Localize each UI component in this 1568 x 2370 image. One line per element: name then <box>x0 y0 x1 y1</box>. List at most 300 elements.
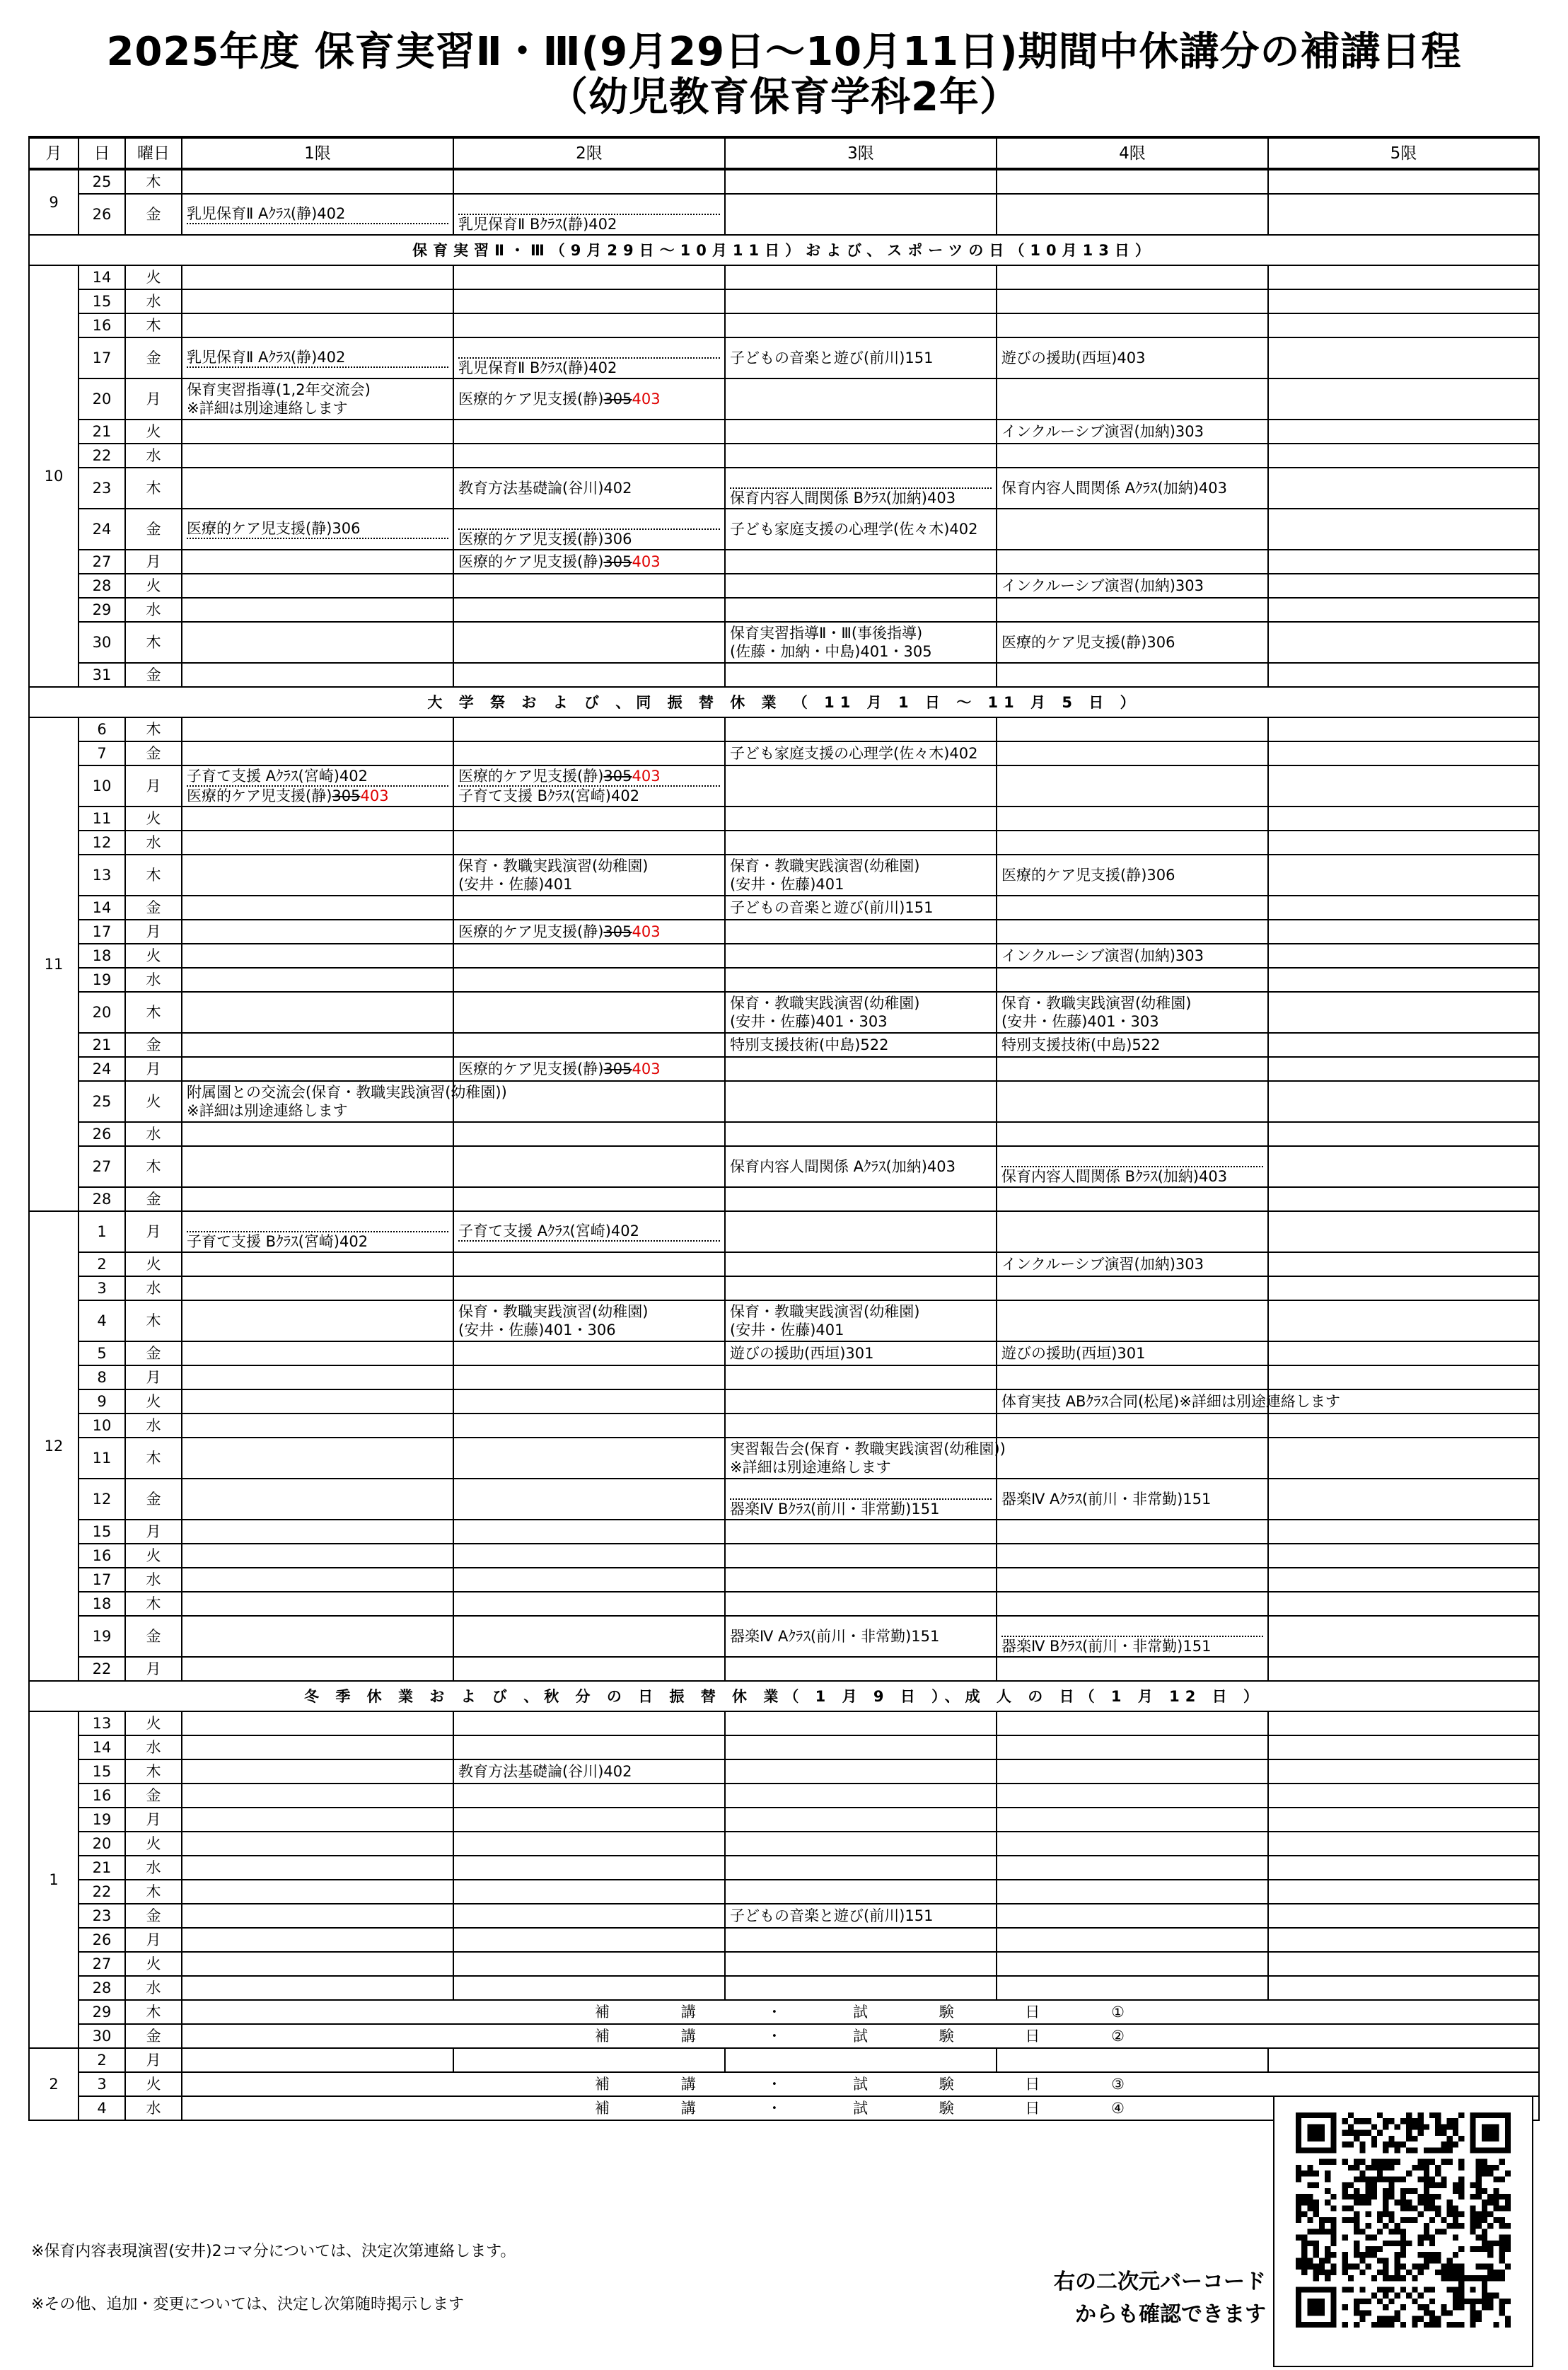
period-cell <box>1268 444 1539 468</box>
period-cell <box>182 1438 453 1479</box>
qr-module <box>1325 2159 1330 2165</box>
room-part: 医療的ケア児支援(静) <box>187 787 332 804</box>
qr-module <box>1400 2275 1406 2281</box>
schedule-row <box>29 1544 1539 1568</box>
qr-module <box>1418 2194 1424 2200</box>
weekday-cell: 木 <box>125 1438 182 1479</box>
class-entry: 遊びの援助(西垣)301 <box>1001 1345 1146 1362</box>
class-entry: 保育内容人間関係 Bｸﾗｽ(加納)403 <box>730 490 956 507</box>
qr-module <box>1371 2293 1377 2299</box>
qr-module <box>1424 2200 1429 2205</box>
qr-module <box>1441 2124 1446 2129</box>
period-cell <box>725 337 997 378</box>
period-cell <box>182 1057 453 1081</box>
qr-module <box>1400 2241 1406 2246</box>
period-cell <box>1268 468 1539 509</box>
period-cell <box>997 1976 1268 2000</box>
qr-module <box>1348 2275 1354 2281</box>
qr-module <box>1359 2287 1365 2292</box>
period-cell <box>725 169 997 194</box>
qr-module <box>1342 2304 1348 2310</box>
qr-module <box>1493 2188 1499 2194</box>
period-cell <box>453 944 725 968</box>
qr-module <box>1383 2258 1388 2263</box>
period-cell <box>453 1389 725 1414</box>
qr-module <box>1482 2241 1487 2246</box>
qr-module <box>1377 2165 1383 2170</box>
qr-module <box>1406 2200 1412 2205</box>
qr-module <box>1371 2124 1377 2129</box>
qr-module <box>1313 2264 1319 2270</box>
holiday-band: 冬 季 休 業 お よ び 、秋 分 の 日 振 替 休 業（ 1 月 9 日 ）、成 人 の 日（ 1 月 12 日 ） <box>29 1681 1539 1711</box>
period-cell <box>453 1276 725 1300</box>
period-cell <box>453 194 725 235</box>
period-cell <box>453 598 725 622</box>
qr-module <box>1383 2194 1388 2200</box>
period-cell <box>997 1187 1268 1211</box>
period-cell <box>1268 831 1539 855</box>
period-cell <box>725 765 997 807</box>
period-cell <box>453 1880 725 1904</box>
period-cell <box>1268 1657 1539 1681</box>
schedule-row <box>29 1657 1539 1681</box>
class-entry: 子どもの音楽と遊び(前川)151 <box>730 349 934 366</box>
qr-module <box>1354 2200 1359 2205</box>
qr-module <box>1482 2200 1487 2205</box>
period-cell <box>997 1616 1268 1657</box>
period-cell <box>725 1057 997 1081</box>
weekday-cell: 月 <box>125 1520 182 1544</box>
day-cell: 20 <box>79 378 125 420</box>
qr-module <box>1359 2194 1365 2200</box>
qr-module <box>1412 2299 1417 2304</box>
qr-module <box>1400 2141 1406 2147</box>
qr-module <box>1435 2112 1441 2118</box>
qr-module <box>1307 2258 1313 2263</box>
day-cell: 27 <box>79 550 125 574</box>
period-cell <box>453 1711 725 1735</box>
qr-module <box>1482 2165 1487 2170</box>
qr-module <box>1429 2235 1435 2241</box>
qr-module <box>1458 2223 1464 2229</box>
qr-module <box>1354 2229 1359 2234</box>
schedule-row <box>29 1341 1539 1365</box>
weekday-cell: 月 <box>125 1365 182 1389</box>
qr-module <box>1424 2176 1429 2182</box>
qr-module <box>1418 2264 1424 2270</box>
period-cell <box>1268 1784 1539 1808</box>
class-entry: 保育・教職実践演習(幼稚園) <box>458 1303 649 1320</box>
class-entry: 器楽Ⅳ Aｸﾗｽ(前川・非常勤)151 <box>1001 1491 1212 1508</box>
period-cell <box>997 1438 1268 1479</box>
day-cell: 5 <box>79 1341 125 1365</box>
qr-module <box>1458 2165 1464 2170</box>
period-cell <box>1268 1122 1539 1146</box>
qr-module <box>1453 2183 1458 2188</box>
period-cell <box>1268 992 1539 1033</box>
qr-module <box>1470 2246 1475 2252</box>
period-cell <box>182 1033 453 1057</box>
weekday-cell: 金 <box>125 2024 182 2048</box>
divider <box>1001 1617 1263 1637</box>
exam-day-cell: 補 講 ・ 試 験 日 ③ <box>182 2072 1539 2096</box>
qr-module <box>1366 2188 1371 2194</box>
weekday-cell: 月 <box>125 1211 182 1252</box>
class-entry: 乳児保育Ⅱ Aｸﾗｽ(静)402 <box>187 348 448 368</box>
schedule-row <box>29 337 1539 378</box>
qr-module <box>1453 2118 1458 2124</box>
qr-module <box>1453 2304 1458 2310</box>
period-cell <box>1268 1033 1539 1057</box>
period-cell <box>453 420 725 444</box>
weekday-cell: 火 <box>125 420 182 444</box>
qr-module <box>1330 2264 1336 2270</box>
qr-module <box>1359 2258 1365 2263</box>
qr-module <box>1301 2270 1307 2275</box>
period-cell <box>453 663 725 687</box>
period-cell <box>725 1365 997 1389</box>
qr-module <box>1470 2217 1475 2223</box>
period-cell <box>182 1952 453 1976</box>
period-cell <box>182 622 453 663</box>
period-cell <box>1268 920 1539 944</box>
qr-module <box>1377 2258 1383 2263</box>
qr-module <box>1435 2170 1441 2176</box>
qr-module <box>1348 2112 1354 2118</box>
day-cell: 19 <box>79 1616 125 1657</box>
qr-module <box>1458 2136 1464 2141</box>
period-cell <box>725 1146 997 1187</box>
weekday-cell: 木 <box>125 313 182 337</box>
schedule-row <box>29 289 1539 313</box>
schedule-row <box>29 1808 1539 1832</box>
qr-module <box>1348 2194 1354 2200</box>
period-cell <box>1268 1146 1539 1187</box>
qr-module <box>1487 2194 1493 2200</box>
qr-caption-line2: からも確認できます <box>1075 2302 1266 2327</box>
qr-module <box>1429 2241 1435 2246</box>
qr-module <box>1366 2118 1371 2124</box>
column-header: 曜日 <box>125 137 182 169</box>
period-cell <box>997 807 1268 831</box>
qr-module <box>1418 2293 1424 2299</box>
qr-module <box>1476 2246 1482 2252</box>
page-title: 2025年度 保育実習Ⅱ・Ⅲ(9月29日～10月11日)期間中休講分の補講日程 <box>106 29 1462 75</box>
period-cell <box>725 574 997 598</box>
qr-module <box>1354 2188 1359 2194</box>
class-entry: 教育方法基礎論(谷川)402 <box>458 1763 632 1780</box>
qr-module <box>1447 2322 1453 2328</box>
class-entry: 子ども家庭支援の心理学(佐々木)402 <box>730 521 978 538</box>
qr-module <box>1307 2264 1313 2270</box>
period-cell <box>1268 1904 1539 1928</box>
qr-module <box>1429 2258 1435 2263</box>
class-entry: 保育・教職実践演習(幼稚園) <box>458 857 649 874</box>
day-cell: 10 <box>79 1414 125 1438</box>
period-cell <box>997 420 1268 444</box>
qr-module <box>1307 2170 1313 2176</box>
class-entry: インクルーシブ演習(加納)303 <box>1001 423 1204 440</box>
qr-module <box>1296 2258 1301 2263</box>
day-cell: 9 <box>79 1389 125 1414</box>
class-entry: ※詳細は別途連絡します <box>187 400 348 417</box>
qr-module <box>1435 2194 1441 2200</box>
period-cell <box>997 1414 1268 1438</box>
period-cell <box>182 831 453 855</box>
qr-module <box>1447 2147 1453 2153</box>
schedule-row <box>29 194 1539 235</box>
qr-module <box>1424 2205 1429 2211</box>
day-cell: 20 <box>79 992 125 1033</box>
qr-module <box>1400 2252 1406 2258</box>
day-cell: 14 <box>79 1735 125 1759</box>
weekday-cell: 金 <box>125 337 182 378</box>
qr-module <box>1330 2235 1336 2241</box>
qr-module <box>1388 2212 1394 2217</box>
qr-module <box>1435 2322 1441 2328</box>
qr-module <box>1359 2176 1365 2182</box>
holiday-band: 保育実習Ⅱ・Ⅲ（9月29日～10月11日）および、スポーツの日（10月13日） <box>29 235 1539 265</box>
period-cell <box>1268 855 1539 896</box>
weekday-cell: 月 <box>125 765 182 807</box>
day-cell: 2 <box>79 2048 125 2072</box>
weekday-cell: 木 <box>125 622 182 663</box>
period-cell <box>453 992 725 1033</box>
period-cell <box>997 1832 1268 1856</box>
qr-code-icon[interactable] <box>1296 2112 1511 2328</box>
qr-module <box>1371 2188 1377 2194</box>
period-cell <box>453 1438 725 1479</box>
qr-module <box>1424 2194 1429 2200</box>
qr-module <box>1377 2322 1383 2328</box>
class-entry: 体育実技 ABｸﾗｽ合同(松尾)※詳細は別途連絡します <box>1001 1393 1340 1410</box>
period-cell <box>997 1057 1268 1081</box>
weekday-cell: 火 <box>125 265 182 289</box>
month-cell: 2 <box>29 2048 79 2120</box>
qr-module <box>1383 2165 1388 2170</box>
weekday-cell: 金 <box>125 741 182 765</box>
period-cell <box>725 1414 997 1438</box>
qr-module <box>1435 2165 1441 2170</box>
qr-module <box>1354 2304 1359 2310</box>
period-cell <box>725 1389 997 1414</box>
class-entry: 医療的ケア児支援(静)306 <box>1001 634 1175 651</box>
qr-module <box>1424 2170 1429 2176</box>
period-cell <box>182 1759 453 1784</box>
period-cell <box>453 896 725 920</box>
period-cell <box>182 663 453 687</box>
qr-module <box>1470 2316 1475 2322</box>
day-cell: 8 <box>79 1365 125 1389</box>
day-cell: 22 <box>79 444 125 468</box>
period-cell <box>1268 169 1539 194</box>
day-cell: 13 <box>79 1711 125 1735</box>
column-header: 4限 <box>997 137 1268 169</box>
qr-module <box>1487 2241 1493 2246</box>
schedule-row <box>29 574 1539 598</box>
period-cell <box>182 1544 453 1568</box>
holiday-band-row <box>29 235 1539 265</box>
qr-module <box>1354 2241 1359 2246</box>
column-header: 1限 <box>182 137 453 169</box>
qr-module <box>1342 2264 1348 2270</box>
qr-module <box>1429 2200 1435 2205</box>
period-cell <box>997 1479 1268 1520</box>
schedule-row <box>29 265 1539 289</box>
period-cell <box>725 1300 997 1341</box>
period-cell <box>1268 1808 1539 1832</box>
period-cell <box>725 1592 997 1616</box>
qr-module <box>1342 2217 1348 2223</box>
period-cell <box>453 265 725 289</box>
period-cell <box>997 968 1268 992</box>
qr-module <box>1313 2275 1319 2281</box>
qr-module <box>1435 2229 1441 2234</box>
qr-module <box>1487 2304 1493 2310</box>
qr-finder <box>1307 2124 1325 2141</box>
period-cell <box>1268 1187 1539 1211</box>
weekday-cell: 月 <box>125 1057 182 1081</box>
qr-module <box>1482 2170 1487 2176</box>
qr-module <box>1458 2246 1464 2252</box>
qr-module <box>1470 2322 1475 2328</box>
qr-module <box>1348 2205 1354 2211</box>
qr-module <box>1342 2258 1348 2263</box>
qr-module <box>1406 2293 1412 2299</box>
period-cell <box>182 1976 453 2000</box>
qr-module <box>1470 2205 1475 2211</box>
qr-module <box>1313 2270 1319 2275</box>
qr-module <box>1377 2112 1383 2118</box>
qr-module <box>1476 2310 1482 2316</box>
room-part: 医療的ケア児支援(静) <box>458 391 604 407</box>
period-cell <box>453 968 725 992</box>
qr-module <box>1342 2130 1348 2136</box>
weekday-cell: 月 <box>125 1808 182 1832</box>
column-header: 日 <box>79 137 125 169</box>
qr-module <box>1388 2316 1394 2322</box>
qr-module <box>1354 2299 1359 2304</box>
qr-code-box[interactable] <box>1273 2096 1533 2367</box>
qr-module <box>1435 2270 1441 2275</box>
period-cell <box>997 468 1268 509</box>
period-cell <box>725 992 997 1033</box>
page-subtitle: （幼児教育保育学科2年） <box>548 74 1020 120</box>
qr-module <box>1424 2124 1429 2129</box>
period-cell <box>725 1928 997 1952</box>
period-cell <box>725 1952 997 1976</box>
qr-module <box>1435 2252 1441 2258</box>
qr-module <box>1319 2258 1325 2263</box>
schedule-row <box>29 1711 1539 1735</box>
qr-module <box>1493 2293 1499 2299</box>
qr-module <box>1482 2205 1487 2211</box>
qr-module <box>1325 2270 1330 2275</box>
weekday-cell: 水 <box>125 1976 182 2000</box>
period-cell <box>725 920 997 944</box>
schedule-row <box>29 509 1539 550</box>
weekday-cell: 木 <box>125 717 182 741</box>
period-cell <box>182 337 453 378</box>
qr-module <box>1412 2264 1417 2270</box>
qr-module <box>1354 2252 1359 2258</box>
class-entry: (佐藤・加納・中島)401・305 <box>730 643 932 660</box>
qr-module <box>1453 2252 1458 2258</box>
qr-module <box>1377 2229 1383 2234</box>
qr-module <box>1377 2170 1383 2176</box>
schedule-row <box>29 2000 1539 2024</box>
qr-finder <box>1482 2124 1499 2141</box>
month-cell: 1 <box>29 1711 79 2048</box>
class-entry: ※詳細は別途連絡します <box>730 1459 891 1476</box>
period-cell <box>453 1187 725 1211</box>
class-entry: 器楽Ⅳ Aｸﾗｽ(前川・非常勤)151 <box>730 1628 940 1645</box>
qr-module <box>1424 2264 1429 2270</box>
period-cell <box>997 1880 1268 1904</box>
qr-module <box>1418 2130 1424 2136</box>
period-cell <box>1268 1880 1539 1904</box>
qr-module <box>1342 2322 1348 2328</box>
day-cell: 1 <box>79 1211 125 1252</box>
period-cell <box>1268 1300 1539 1341</box>
period-cell <box>182 598 453 622</box>
period-cell <box>1268 289 1539 313</box>
weekday-cell: 火 <box>125 1952 182 1976</box>
qr-module <box>1359 2159 1365 2165</box>
day-cell: 11 <box>79 807 125 831</box>
column-header: 2限 <box>453 137 725 169</box>
period-cell <box>1268 550 1539 574</box>
qr-module <box>1301 2170 1307 2176</box>
qr-module <box>1342 2118 1348 2124</box>
schedule-row <box>29 1784 1539 1808</box>
qr-module <box>1470 2223 1475 2229</box>
qr-module <box>1406 2130 1412 2136</box>
qr-module <box>1395 2252 1400 2258</box>
schedule-row <box>29 622 1539 663</box>
qr-module <box>1395 2141 1400 2147</box>
weekday-cell: 月 <box>125 1657 182 1681</box>
period-cell <box>453 717 725 741</box>
qr-module <box>1458 2270 1464 2275</box>
qr-module <box>1359 2170 1365 2176</box>
qr-module <box>1470 2212 1475 2217</box>
period-cell <box>1268 807 1539 831</box>
day-cell: 21 <box>79 1856 125 1880</box>
qr-module <box>1406 2147 1412 2153</box>
qr-module <box>1418 2270 1424 2275</box>
qr-module <box>1493 2270 1499 2275</box>
qr-module <box>1319 2270 1325 2275</box>
qr-module <box>1354 2165 1359 2170</box>
qr-module <box>1406 2217 1412 2223</box>
period-cell <box>1268 598 1539 622</box>
qr-module <box>1383 2223 1388 2229</box>
qr-module <box>1441 2147 1446 2153</box>
qr-module <box>1307 2241 1313 2246</box>
period-cell <box>182 920 453 944</box>
period-cell <box>1268 194 1539 235</box>
qr-module <box>1412 2118 1417 2124</box>
period-cell <box>182 1880 453 1904</box>
period-cell <box>997 1341 1268 1365</box>
qr-module <box>1482 2304 1487 2310</box>
period-cell <box>182 289 453 313</box>
weekday-cell: 木 <box>125 855 182 896</box>
qr-module <box>1307 2205 1313 2211</box>
qr-module <box>1330 2241 1336 2246</box>
weekday-cell: 金 <box>125 1033 182 1057</box>
